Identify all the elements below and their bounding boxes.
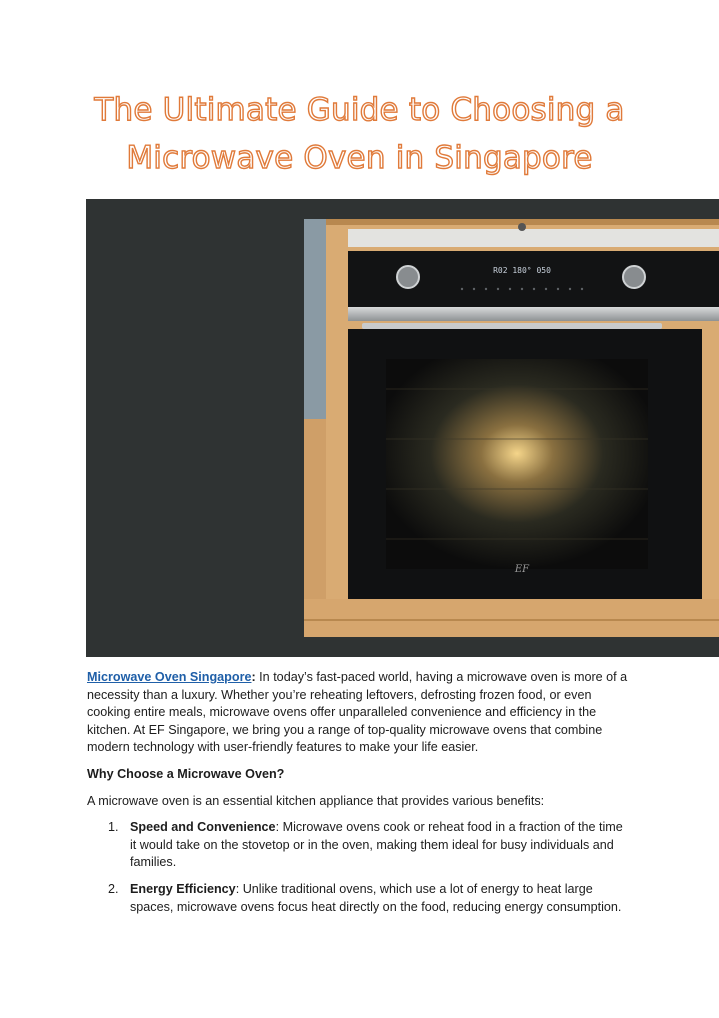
list-item-text: : Unlike traditional ovens, which use a lot of energy to heat large spaces, microwave ovens focus heat directly on the food, reducing energy consumption. — [130, 881, 622, 914]
benefits-list — [87, 819, 632, 916]
page-title-line-2: Microwave Oven in Singapore — [126, 140, 593, 176]
intro-colon: : — [251, 670, 256, 684]
page-title — [0, 86, 719, 182]
page-title-line-1: The Ultimate Guide to Choosing a — [94, 92, 625, 128]
list-item-term: Speed and Convenience — [130, 820, 276, 835]
list-item-number: 2. — [108, 881, 119, 896]
intro-text: In today’s fast-paced world, having a microwave oven is more of a necessity than a luxury. Whether you’re reheating leftovers, defrosting frozen food, or even cooking entire meals, microwave ovens offer unparalleled convenience and efficiency in the kitchen. At EF Singapore, we bring you a range of top-quality microwave ovens that combine modern technology with user-friendly features to make your life easier. — [87, 670, 628, 755]
list-item-number: 1. — [108, 820, 119, 835]
list-item — [87, 819, 632, 872]
intro-paragraph — [87, 669, 632, 757]
oven-illustration — [86, 199, 719, 657]
list-item-term: Energy Efficiency — [130, 881, 236, 896]
article-body — [87, 669, 632, 925]
microwave-oven-singapore-link[interactable]: Microwave Oven Singapore — [87, 670, 252, 684]
hero-oven-image — [86, 199, 719, 657]
section-heading: Why Choose a Microwave Oven? — [87, 766, 285, 781]
list-item-text: : Microwave ovens cook or reheat food in a fraction of the time it would take on the stovetop or in the oven, making them ideal for busy individuals and families. — [130, 820, 623, 870]
oven-display-readout: R02 180° 050 — [493, 266, 551, 275]
section-lead: A microwave oven is an essential kitchen appliance that provides various benefits: — [87, 793, 545, 808]
list-item — [87, 881, 632, 916]
oven-logo: EF — [514, 564, 530, 575]
